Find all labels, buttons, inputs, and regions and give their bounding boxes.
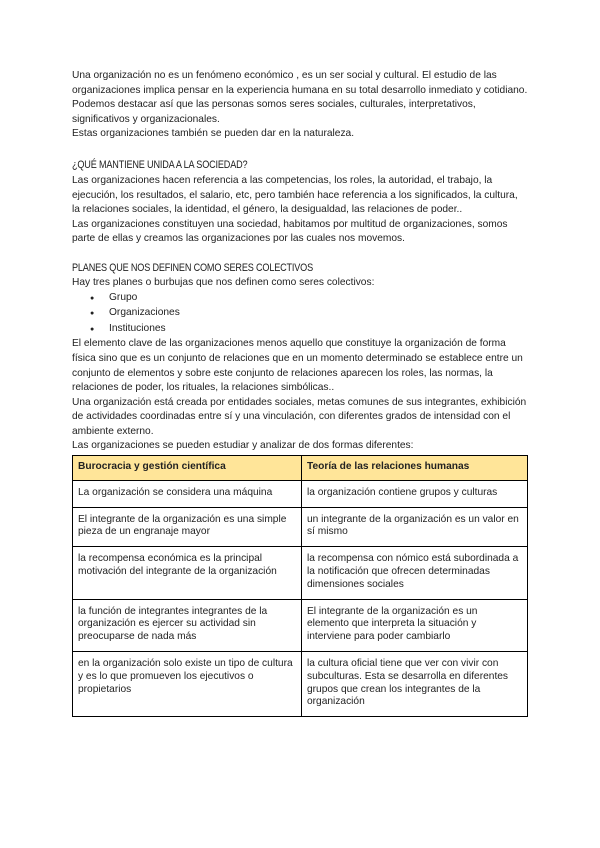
- header-relaciones-humanas: Teoría de las relaciones humanas: [302, 456, 528, 481]
- document-body: [72, 69, 528, 717]
- table-cell: La organización se considera una máquina: [73, 480, 302, 507]
- table-row: [73, 547, 528, 599]
- intro-paragraph: Una organización no es un fenómeno económico , es un ser social y cultural. El estudio de las organizaciones implica pensar en la experiencia humana en su total desarrollo inmediato y cotidiano. Podemos destacar así que las personas somos seres sociales, culturales, interpretativos, significativos y organizacionales.: [72, 70, 528, 125]
- comparison-table: [72, 455, 528, 717]
- heading-planes: PLANES QUE NOS DEFINEN COMO SERES COLECTIVOS: [72, 261, 314, 274]
- list-item: [90, 322, 528, 338]
- table-cell: El integrante de la organización es una simple pieza de un engranaje mayor: [73, 507, 302, 547]
- table-cell: la función de integrantes integrantes de la organización es ejercer su actividad sin preocuparse de nada más: [73, 599, 302, 651]
- bullet-icon: ●: [90, 310, 95, 318]
- table-header-row: [73, 456, 528, 481]
- list-item: [90, 306, 528, 322]
- table-row: [73, 507, 528, 547]
- section2-paragraph-3: Las organizaciones se pueden estudiar y analizar de dos formas diferentes:: [72, 440, 414, 452]
- table-cell: un integrante de la organización es un valor en sí mismo: [302, 507, 528, 547]
- table-cell: la cultura oficial tiene que ver con vivir con subculturas. Esta se desarrolla en diferentes grupos que crean los integrantes de la organización: [302, 652, 528, 717]
- section1-paragraph-2: Las organizaciones constituyen una sociedad, habitamos por multitud de organizaciones, somos parte de ellas y creamos las organizaciones por las cuales nos movemos.: [72, 218, 508, 245]
- table-cell: la recompensa con nómico está subordinada a la notificación que ofrecen determinadas dimensiones sociales: [302, 547, 528, 599]
- table-cell: El integrante de la organización es un elemento que interpreta la situación y interviene para poder cambiarlo: [302, 599, 528, 651]
- section2-paragraph-2: Una organización está creada por entidades sociales, metas comunes de sus integrantes, exhibición de actividades coordinadas entre sí y una vinculación, con diferentes grados de intensidad con el ambiente externo.: [72, 396, 527, 437]
- table-cell: la recompensa económica es la principal motivación del integrante de la organización: [73, 547, 302, 599]
- planes-lead: Hay tres planes o burbujas que nos definen como seres colectivos:: [72, 276, 375, 288]
- section2-paragraph-1: El elemento clave de las organizaciones menos aquello que constituye la organización de forma física sino que es un conjunto de relaciones que en un momento determinado se establece entre un conjunto de elementos y sobre este conjunto de relaciones aparecen los roles, las normas, la relaciones de poder, los rituales, la relaciones simbólicas..: [72, 338, 523, 394]
- table-cell: en la organización solo existe un tipo de cultura y es lo que promueven los ejecutivos o propietarios: [73, 652, 302, 717]
- bullet-icon: ●: [90, 325, 95, 333]
- table-row: [73, 652, 528, 717]
- section1-paragraph-1: Las organizaciones hacen referencia a las competencias, los roles, la autoridad, el trabajo, la ejecución, los resultados, el salario, etc, pero también hace referencia a los significados, la cultura, la relaciones sociales, la identidad, el género, la desigualdad, las relaciones de poder..: [72, 174, 518, 216]
- intro-paragraph-nature: Estas organizaciones también se pueden dar en la naturaleza.: [72, 128, 355, 140]
- table-cell: la organización contiene grupos y culturas: [302, 480, 528, 507]
- planes-list: [72, 291, 528, 338]
- header-burocracia: Burocracia y gestión científica: [73, 456, 302, 481]
- list-item-label: Organizaciones: [109, 307, 180, 319]
- heading-sociedad: ¿QUÉ MANTIENE UNIDA A LA SOCIEDAD?: [72, 158, 248, 171]
- bullet-icon: ●: [90, 294, 95, 302]
- list-item: [90, 291, 528, 307]
- table-row: [73, 480, 528, 507]
- list-item-label: Grupo: [109, 291, 138, 303]
- table-row: [73, 599, 528, 651]
- list-item-label: Instituciones: [109, 322, 166, 334]
